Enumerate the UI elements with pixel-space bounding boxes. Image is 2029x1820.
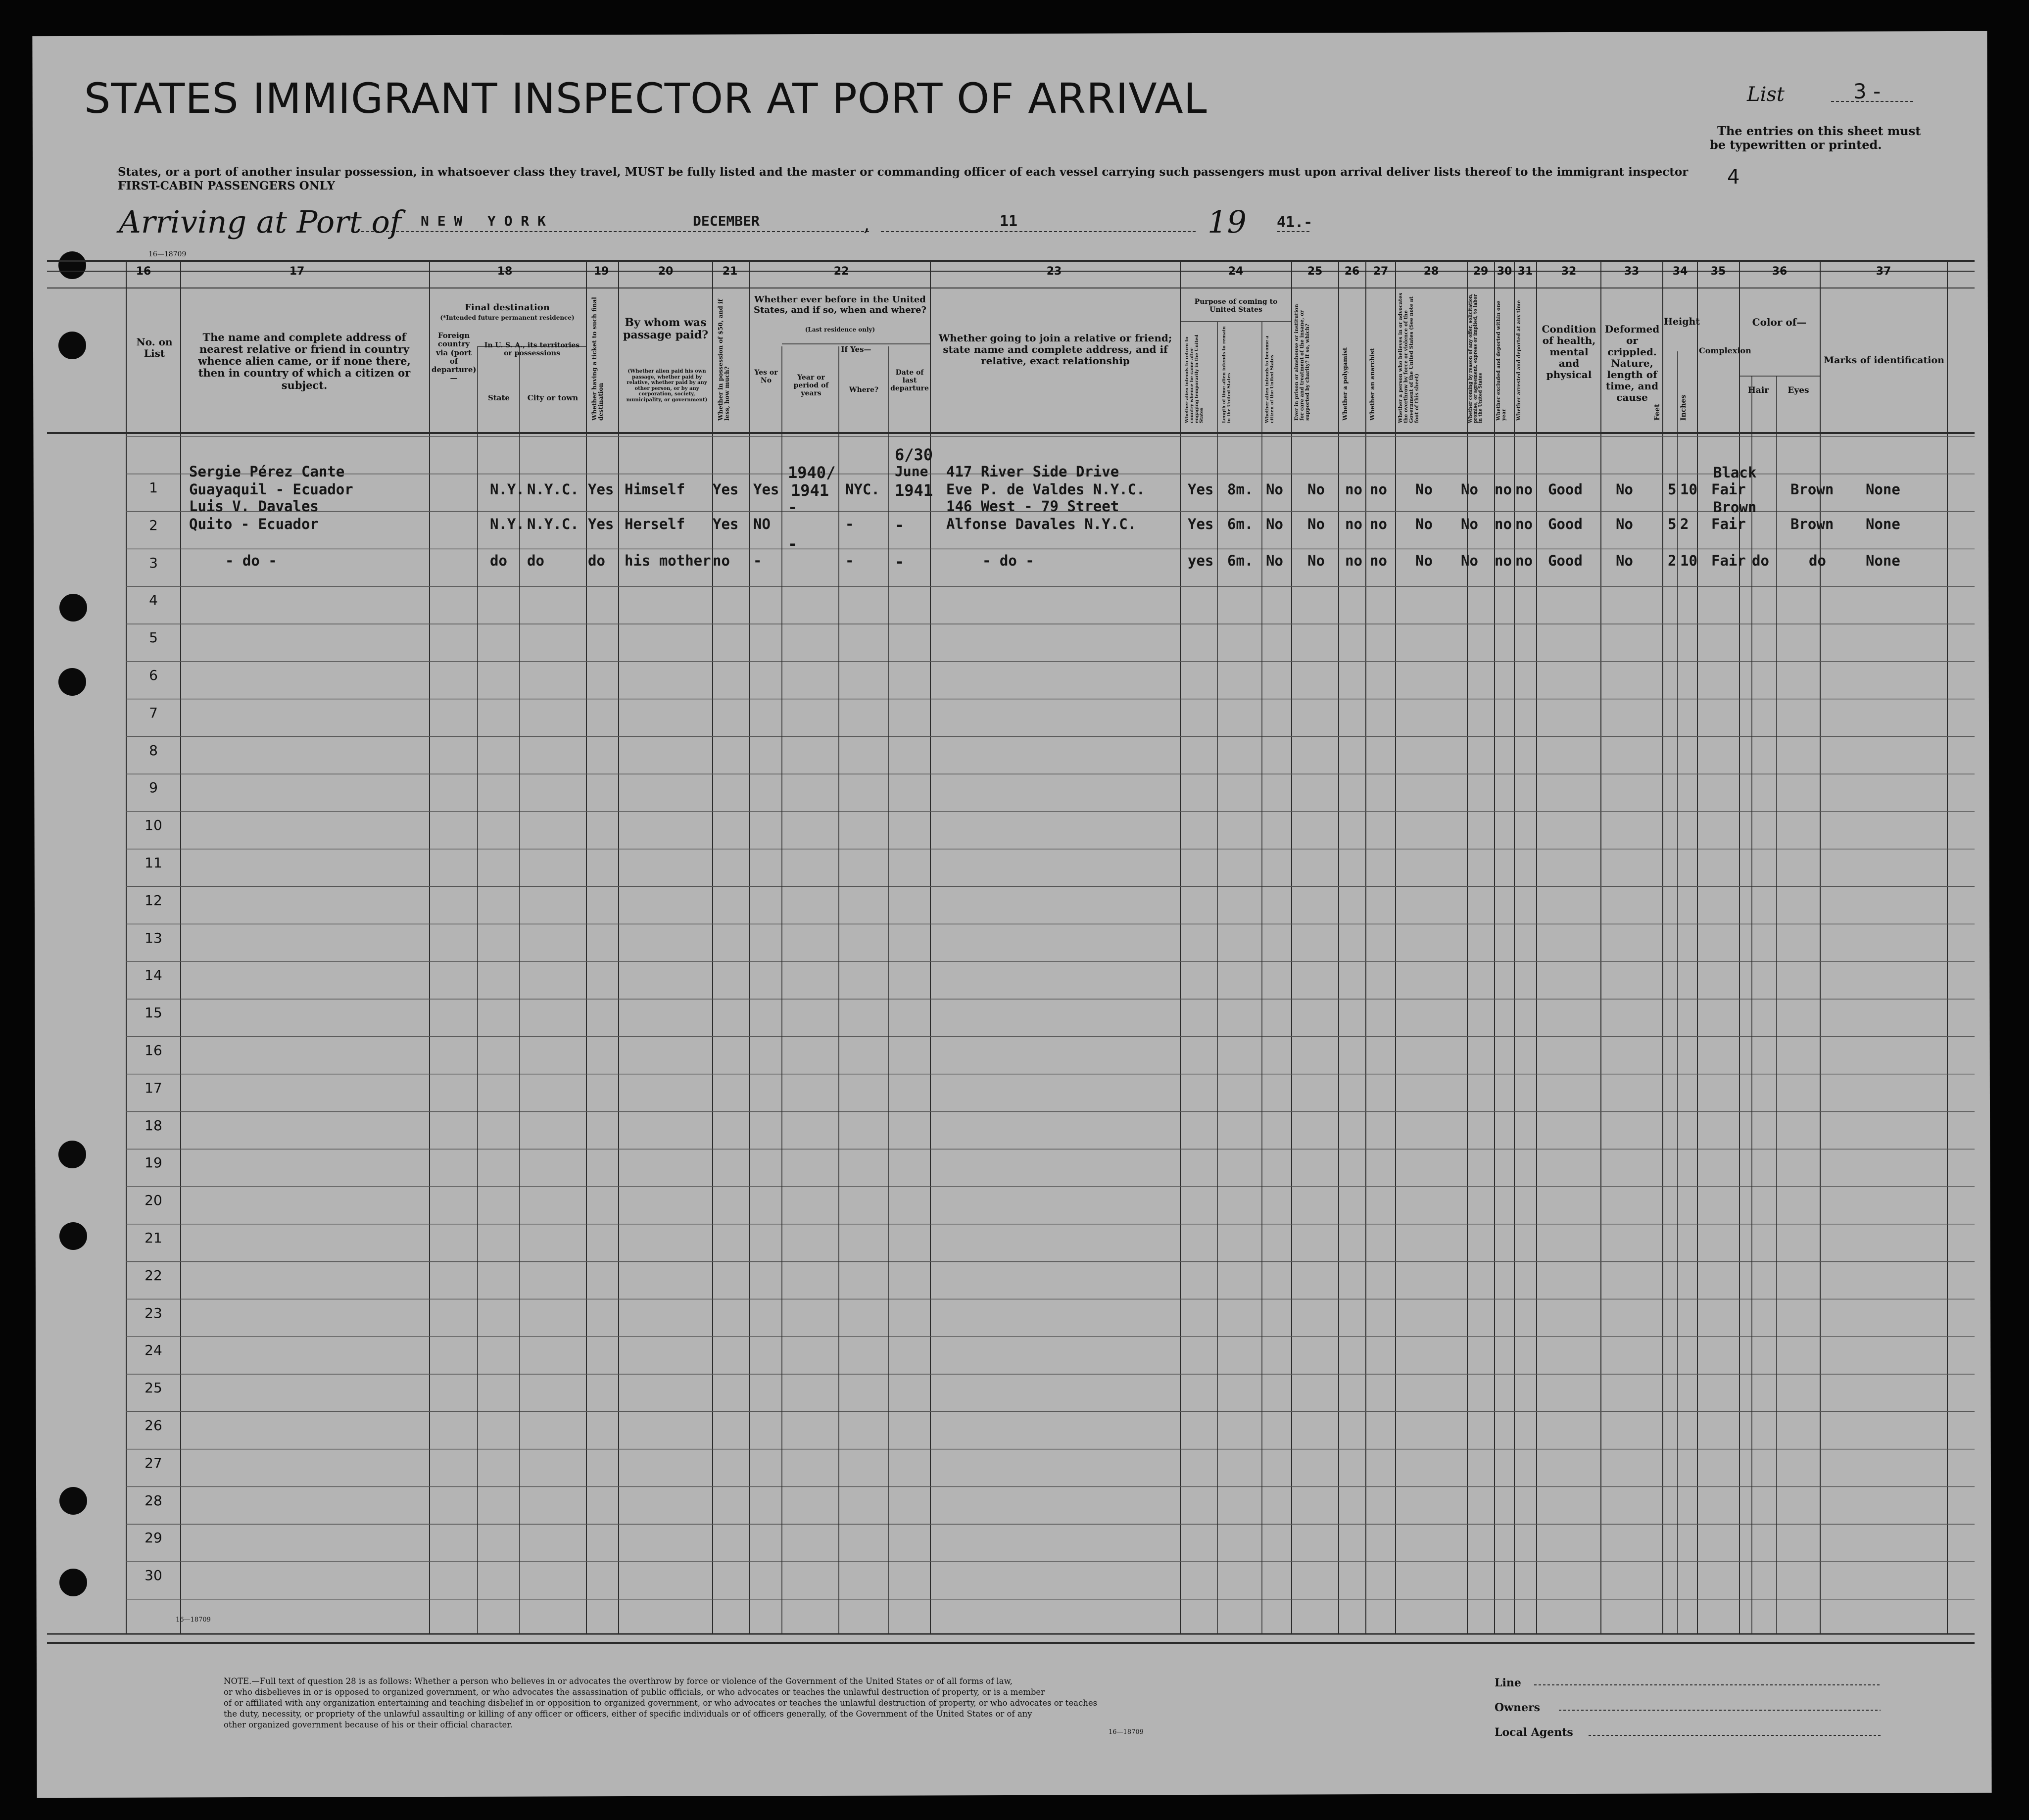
anarchist: no — [1370, 552, 1387, 569]
row-number: 23 — [145, 1304, 162, 1321]
departure-date: 1941 — [895, 481, 933, 500]
column-number: 17 — [289, 265, 305, 278]
header-feet: Feet — [1653, 404, 1661, 421]
comma: , — [864, 213, 870, 236]
header-going-to-join: Whether going to join a relative or friend; state name and complete address, and if relative, exact relationship — [938, 332, 1172, 367]
contract-labor: No — [1461, 516, 1478, 532]
month-field: DECEMBER — [693, 213, 760, 229]
where: - — [845, 552, 854, 569]
polygamist: no — [1345, 481, 1362, 498]
row-number: 12 — [145, 892, 162, 909]
column-number: 35 — [1710, 265, 1726, 278]
header-period: Year or period of years — [793, 374, 829, 398]
ever-before: - — [753, 552, 762, 569]
money-50: Yes — [713, 516, 739, 532]
row-number: 27 — [145, 1454, 162, 1471]
header-purpose: Purpose of coming to United States — [1194, 298, 1278, 314]
passage-paid-by: Herself — [625, 516, 685, 532]
header-color: Color of— — [1752, 316, 1807, 328]
deformed: No — [1616, 552, 1633, 569]
dest-city: N.Y.C. — [527, 481, 579, 498]
note-question-28: or who disbelieves in or is opposed to organized government, or who advocates the assassination of public officials, or who advocates or teaches the unlawful destruction of property, or is a member — [224, 1687, 1045, 1697]
row-number: 9 — [149, 779, 158, 796]
header-length-stay: Length of time alien intends to remain in the United States — [1222, 326, 1232, 423]
ever-before: NO — [753, 516, 771, 532]
departure-date: 6/30 — [895, 445, 933, 464]
header-city: City or town — [527, 393, 579, 402]
return-intent: Yes — [1188, 481, 1214, 498]
header-marks: Marks of identification — [1824, 355, 1944, 366]
polygamist: no — [1345, 516, 1362, 532]
header-return: Whether alien intends to return to country whence he came after engaging temporarily in the United States — [1185, 335, 1205, 423]
period-years: - — [788, 534, 798, 553]
header-if-yes: If Yes— — [841, 345, 871, 354]
height-feet: 2 — [1668, 552, 1677, 569]
first-cabin-label: FIRST-CABIN PASSENGERS ONLY — [118, 179, 335, 192]
header-state: State — [488, 393, 510, 402]
height-feet: 5 — [1668, 481, 1677, 498]
header-money: Whether in possession of $50, and if less, how much? — [717, 299, 731, 421]
health: Good — [1548, 552, 1583, 569]
row-number: 22 — [145, 1267, 162, 1284]
ticket: Yes — [588, 516, 614, 532]
health: Good — [1548, 516, 1583, 532]
row-number: 10 — [145, 817, 162, 834]
row-number: 13 — [145, 929, 162, 946]
row-number: 14 — [145, 967, 162, 984]
join-relative: Eve P. de Valdes N.Y.C. — [946, 481, 1145, 498]
row-number: 24 — [145, 1342, 162, 1359]
arriving-label: Arriving at Port of — [119, 204, 401, 240]
note-question-28: other organized government because of his or their official character. — [224, 1720, 513, 1729]
header-health: Condition of health, mental and physical — [1542, 323, 1596, 381]
return-intent: yes — [1188, 552, 1214, 569]
port-field: N E W Y O R K — [421, 213, 546, 229]
row-number: 18 — [145, 1117, 162, 1134]
column-number: 29 — [1473, 265, 1489, 278]
excluded: no — [1495, 552, 1512, 569]
hair-color: Black — [1713, 464, 1757, 481]
row-number: 20 — [145, 1192, 162, 1209]
column-number: 31 — [1517, 265, 1533, 278]
join-relative: Alfonse Davales N.Y.C. — [946, 516, 1137, 532]
header-usa: In U. S. A., its territories or possessions — [484, 341, 580, 358]
header-final-destination: Final destination — [465, 302, 550, 313]
header-passage-note: (Whether alien paid his own passage, whether paid by relative, whether paid by any other person, or by any corporation, society, municipality, or government) — [626, 369, 708, 403]
length-stay: 6m. — [1227, 552, 1254, 569]
form-code: 16—18709 — [148, 250, 187, 258]
header-yes-no: Yes or No — [754, 369, 778, 385]
period-years: 1940/ — [788, 463, 836, 482]
height-inches: 10 — [1680, 481, 1697, 498]
join-address: 417 River Side Drive — [946, 463, 1119, 480]
column-number: 16 — [136, 265, 151, 278]
polygamist: no — [1345, 552, 1362, 569]
header-inches: Inches — [1680, 394, 1688, 421]
citizen-intent: No — [1266, 481, 1283, 498]
return-intent: Yes — [1188, 516, 1214, 532]
height-feet: 5 — [1668, 516, 1677, 532]
header-last-residence: (Last residence only) — [805, 326, 875, 333]
form-title: STATES IMMIGRANT INSPECTOR AT PORT OF ARRIVAL — [84, 74, 1208, 123]
arrested: no — [1515, 552, 1533, 569]
column-number: 21 — [722, 265, 738, 278]
row-number: 25 — [145, 1380, 162, 1396]
where: NYC. — [845, 481, 880, 498]
passage-paid-by: his mother — [625, 552, 711, 569]
identification-marks: None — [1866, 516, 1900, 532]
height-inches: 10 — [1680, 552, 1697, 569]
header-nearest-relative: The name and complete address of nearest relative or friend in country whence alien came, or if none there, then in country of which a citizen or subject. — [198, 331, 411, 391]
money-50: Yes — [713, 481, 739, 498]
column-number: 24 — [1228, 265, 1244, 278]
header-hair: Hair — [1747, 385, 1769, 395]
header-height: Height — [1664, 316, 1700, 327]
column-number: 18 — [497, 265, 513, 278]
money-50: no — [713, 552, 730, 569]
row-number: 28 — [145, 1492, 162, 1509]
ticket: Yes — [588, 481, 614, 498]
owners-label: Owners — [1495, 1701, 1541, 1714]
form-code-table: 16—18709 — [176, 1616, 211, 1624]
dest-city: do — [527, 552, 544, 569]
year-prefix: 19 — [1208, 204, 1247, 240]
list-label: List — [1747, 83, 1785, 106]
header-no-on-list: No. on List — [136, 336, 173, 359]
passage-paid-by: Himself — [625, 481, 685, 498]
identification-marks: None — [1866, 552, 1900, 569]
deformed: No — [1616, 516, 1633, 532]
row-number: 5 — [149, 629, 158, 646]
relative-name: Luis V. Davales — [189, 498, 319, 515]
header-prison: Ever in prison or almshouse or institution for care and treatment of the insane, or supported by charity? If so, which? — [1294, 304, 1310, 421]
relative-address: - do - — [225, 552, 277, 569]
row-number: 1 — [149, 479, 158, 496]
header-excluded: Whether excluded and deported within one year — [1496, 300, 1507, 421]
header-foreign-country: Foreign country via (port of departure)— — [432, 331, 477, 383]
header-anarchist: Whether an anarchist — [1369, 348, 1376, 421]
complexion: Fair — [1711, 516, 1746, 532]
complexion: Fair — [1711, 552, 1746, 569]
dest-city: N.Y.C. — [527, 516, 579, 532]
row-number: 7 — [149, 704, 158, 721]
anarchist: no — [1370, 481, 1387, 498]
day-field: 11 — [1000, 213, 1018, 230]
page-number: 4 — [1727, 166, 1740, 189]
row-number: 21 — [145, 1230, 162, 1246]
excluded: no — [1495, 516, 1512, 532]
overthrow: No — [1415, 516, 1433, 532]
relative-address: Quito - Ecuador — [189, 516, 319, 532]
header-complexion: Complexion — [1699, 346, 1751, 355]
typed-note: be typewritten or printed. — [1710, 138, 1882, 152]
period-years: - — [788, 498, 798, 517]
relative-address: Guayaquil - Ecuador — [189, 481, 353, 498]
prison: No — [1307, 481, 1325, 498]
column-number: 30 — [1497, 265, 1512, 278]
header-date-departure: Date of last departure — [890, 369, 929, 393]
row-number: 30 — [145, 1567, 162, 1584]
header-contract-labor: Whether coming by reason of any offer, solicitation, promise, or agreement, express or implied, to labor in the United States — [1468, 293, 1483, 423]
arrested: no — [1515, 516, 1533, 532]
header-eyes: Eyes — [1787, 385, 1809, 395]
citizen-intent: No — [1266, 552, 1283, 569]
year-field: 41.- — [1277, 214, 1313, 231]
local-agents-label: Local Agents — [1495, 1726, 1573, 1739]
column-number: 34 — [1672, 265, 1688, 278]
eye-color: Brown — [1790, 481, 1834, 498]
header-overthrow: Whether a person who believes in or advocates the overthrow by force or violence of the Government of the United States (See note at foot of this sheet) — [1398, 292, 1420, 423]
length-stay: 6m. — [1227, 516, 1254, 532]
period-years: 1941 — [791, 481, 829, 500]
header-citizen: Whether alien intends to become a citizen of the United States — [1265, 335, 1275, 423]
relative-name: Sergie Pérez Cante — [189, 463, 345, 480]
anarchist: no — [1370, 516, 1387, 532]
header-passage-paid: By whom was passage paid? — [623, 316, 708, 342]
column-number: 36 — [1772, 265, 1787, 278]
eye-color: do — [1809, 552, 1826, 569]
header-arrested: Whether arrested and deported at any time — [1516, 300, 1522, 421]
departure-date: - — [895, 516, 905, 534]
row-number: 16 — [145, 1042, 162, 1058]
form-code-bottom: 16—18709 — [1109, 1728, 1144, 1736]
overthrow: No — [1415, 552, 1433, 569]
departure-date: - — [895, 552, 905, 571]
column-number: 22 — [833, 265, 849, 278]
health: Good — [1548, 481, 1583, 498]
height-inches: 2 — [1680, 516, 1689, 532]
ever-before: Yes — [753, 481, 779, 498]
where: - — [845, 516, 854, 532]
line-label: Line — [1495, 1676, 1521, 1689]
column-number: 23 — [1046, 265, 1062, 278]
column-number: 33 — [1624, 265, 1640, 278]
row-number: 17 — [145, 1079, 162, 1096]
row-number: 29 — [145, 1530, 162, 1546]
note-question-28: of or affiliated with any organization entertaining and teaching disbelief in or opposition to organized government, or who advocates or teaches the unlawful destruction of property, or who advocates or teaches — [224, 1698, 1098, 1708]
ticket: do — [588, 552, 605, 569]
row-number: 3 — [149, 554, 158, 571]
arrested: no — [1515, 481, 1533, 498]
join-relative: - do - — [982, 552, 1034, 569]
column-number: 32 — [1561, 265, 1577, 278]
complexion: Fair — [1711, 481, 1746, 498]
deformed: No — [1616, 481, 1633, 498]
row-number: 4 — [149, 592, 158, 609]
contract-labor: No — [1461, 552, 1478, 569]
dest-state: N.Y. — [490, 516, 525, 532]
header-final-destination-note: (*Intended future permanent residence) — [440, 314, 575, 321]
header-ever-before: Whether ever before in the United States, and if so, when and where? — [753, 294, 927, 315]
length-stay: 8m. — [1227, 481, 1254, 498]
header-deformed: Deformed or crippled. Nature, length of time, and cause — [1604, 323, 1660, 403]
header-polygamist: Whether a polygamist — [1342, 347, 1349, 421]
eye-color: Brown — [1790, 516, 1834, 532]
column-number: 37 — [1876, 265, 1891, 278]
dest-state: N.Y. — [490, 481, 525, 498]
header-where: Where? — [849, 386, 879, 394]
hair-color: do — [1752, 552, 1769, 569]
column-number: 20 — [658, 265, 674, 278]
column-number: 19 — [593, 265, 609, 278]
prison: No — [1307, 552, 1325, 569]
header-ticket: Whether having a ticket to such final destination — [591, 297, 605, 421]
dest-state: do — [490, 552, 507, 569]
list-number: 3 - — [1853, 79, 1881, 103]
note-question-28: NOTE.—Full text of question 28 is as follows: Whether a person who believes in or advocates the overthrow by force or violence of the Government of the United States or of all forms of law, — [224, 1676, 1013, 1686]
column-number: 27 — [1373, 265, 1389, 278]
note-question-28: the duty, necessity, or propriety of the unlawful assaulting or killing of any officer or officers, either of specific individuals or of officers generally, of the Government of the United States or of any — [224, 1709, 1032, 1719]
contract-labor: No — [1461, 481, 1478, 498]
row-number: 26 — [145, 1417, 162, 1434]
column-number: 26 — [1344, 265, 1360, 278]
prison: No — [1307, 516, 1325, 532]
identification-marks: None — [1866, 481, 1900, 498]
row-number: 19 — [145, 1154, 162, 1171]
departure-date: June — [895, 463, 928, 479]
column-number: 25 — [1307, 265, 1323, 278]
row-number: 11 — [145, 855, 162, 871]
column-number: 28 — [1423, 265, 1439, 278]
excluded: no — [1495, 481, 1512, 498]
overthrow: No — [1415, 481, 1433, 498]
citizen-intent: No — [1266, 516, 1283, 532]
instruction-text: States, or a port of another insular possession, in whatsoever class they travel, MUST be fully listed and the master or commanding officer of each vessel carrying such passengers must upon arrival deliver lists thereof to the immigrant inspector — [118, 165, 1689, 179]
join-address: 146 West - 79 Street — [946, 498, 1119, 515]
row-number: 2 — [149, 517, 158, 533]
typed-note: The entries on this sheet must — [1717, 124, 1921, 138]
hair-color: Brown — [1713, 499, 1757, 516]
row-number: 8 — [149, 742, 158, 759]
row-number: 15 — [145, 1005, 162, 1021]
row-number: 6 — [149, 667, 158, 683]
